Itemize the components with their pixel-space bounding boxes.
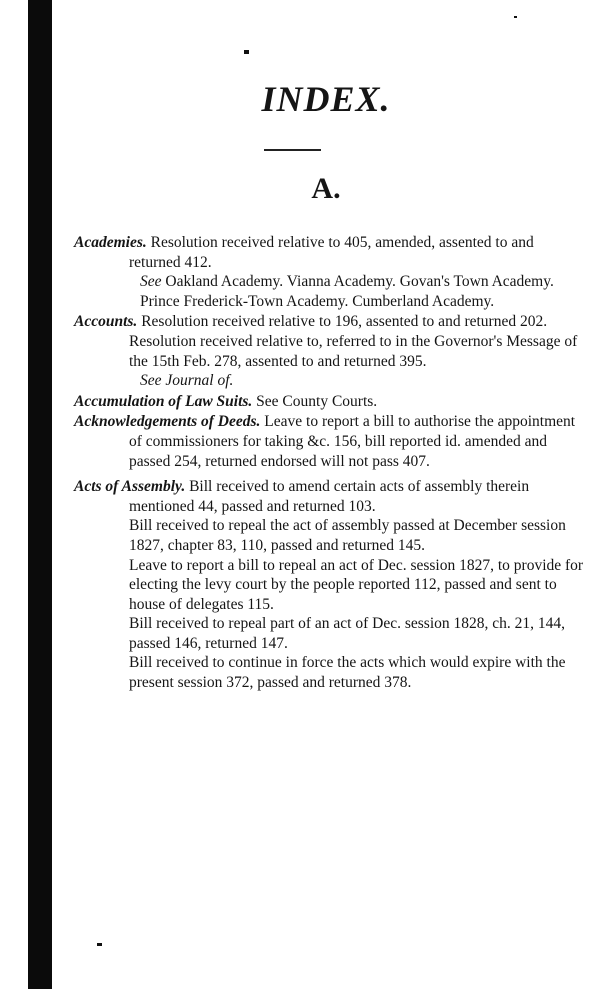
entry-text: See County Courts. bbox=[256, 392, 378, 410]
index-entry-acts-of-assembly bbox=[74, 477, 584, 693]
ink-speck bbox=[514, 16, 517, 18]
see-label: See bbox=[140, 273, 162, 291]
page-title: INDEX. bbox=[261, 79, 391, 119]
book-spine-shadow bbox=[28, 0, 52, 989]
index-entry-accounts bbox=[74, 312, 584, 390]
entry-heading: Acknowledgements of Deeds. bbox=[74, 413, 261, 431]
index-entry-acknowledgements bbox=[74, 412, 584, 471]
entry-paragraph-2: Bill received to repeal the act of assembly passed at December session 1827, chapter 83, 110, passed and returned 145. bbox=[129, 517, 566, 554]
index-body bbox=[74, 233, 584, 694]
entry-heading: Acts of Assembly. bbox=[74, 478, 186, 496]
entry-text: Resolution received relative to 405, amended, assented to and returned 412. bbox=[129, 234, 534, 271]
entry-paragraph bbox=[74, 412, 584, 471]
entry-text: Bill received to amend certain acts of assembly therein mentioned 44, passed and returned 103. bbox=[129, 478, 530, 515]
entry-heading: Academies. bbox=[74, 234, 147, 251]
entry-text: Resolution received relative to 196, assented to and returned 202. bbox=[141, 313, 548, 331]
ink-speck bbox=[97, 943, 102, 946]
entry-paragraph-2: Resolution received relative to, referred to in the Governor's Message of the 15th Feb. 278, assented to and returned 395. bbox=[129, 332, 578, 370]
entry-see-paragraph bbox=[74, 272, 584, 311]
entry-paragraph-4: Bill received to repeal part of an act of Dec. session 1828, ch. 21, 144, passed 146, returned 147. bbox=[129, 615, 566, 652]
entry-see-reference: See Journal of. bbox=[140, 372, 234, 390]
entry-heading: Accumulation of Law Suits. bbox=[74, 392, 253, 410]
title-rule bbox=[264, 149, 321, 151]
ink-speck bbox=[244, 50, 249, 54]
entry-paragraph bbox=[74, 477, 584, 516]
see-text: Oakland Academy. Vianna Academy. Govan's Town Academy. Prince Frederick-Town Academy. Cumberland Academy. bbox=[140, 273, 554, 310]
index-entry-accumulation bbox=[74, 392, 584, 412]
entry-text: Leave to report a bill to authorise the appointment of commissioners for taking &c. 156, bill reported id. amended and passed 254, returned endorsed will not pass 407. bbox=[129, 413, 576, 470]
entry-paragraph-5: Bill received to continue in force the acts which would expire with the present session 372, passed and returned 378. bbox=[129, 654, 566, 692]
entry-paragraph-3: Leave to report a bill to repeal an act of Dec. session 1827, to provide for electing the levy court by the people reported 112, passed and sent to house of delegates 115. bbox=[129, 556, 584, 613]
entry-paragraph bbox=[74, 392, 584, 412]
entry-paragraph bbox=[74, 233, 584, 272]
index-entry-academies bbox=[74, 233, 584, 311]
entry-heading: Accounts. bbox=[74, 313, 138, 331]
index-page bbox=[52, 0, 600, 989]
entry-paragraph bbox=[74, 312, 584, 332]
section-letter: A. bbox=[311, 172, 341, 205]
